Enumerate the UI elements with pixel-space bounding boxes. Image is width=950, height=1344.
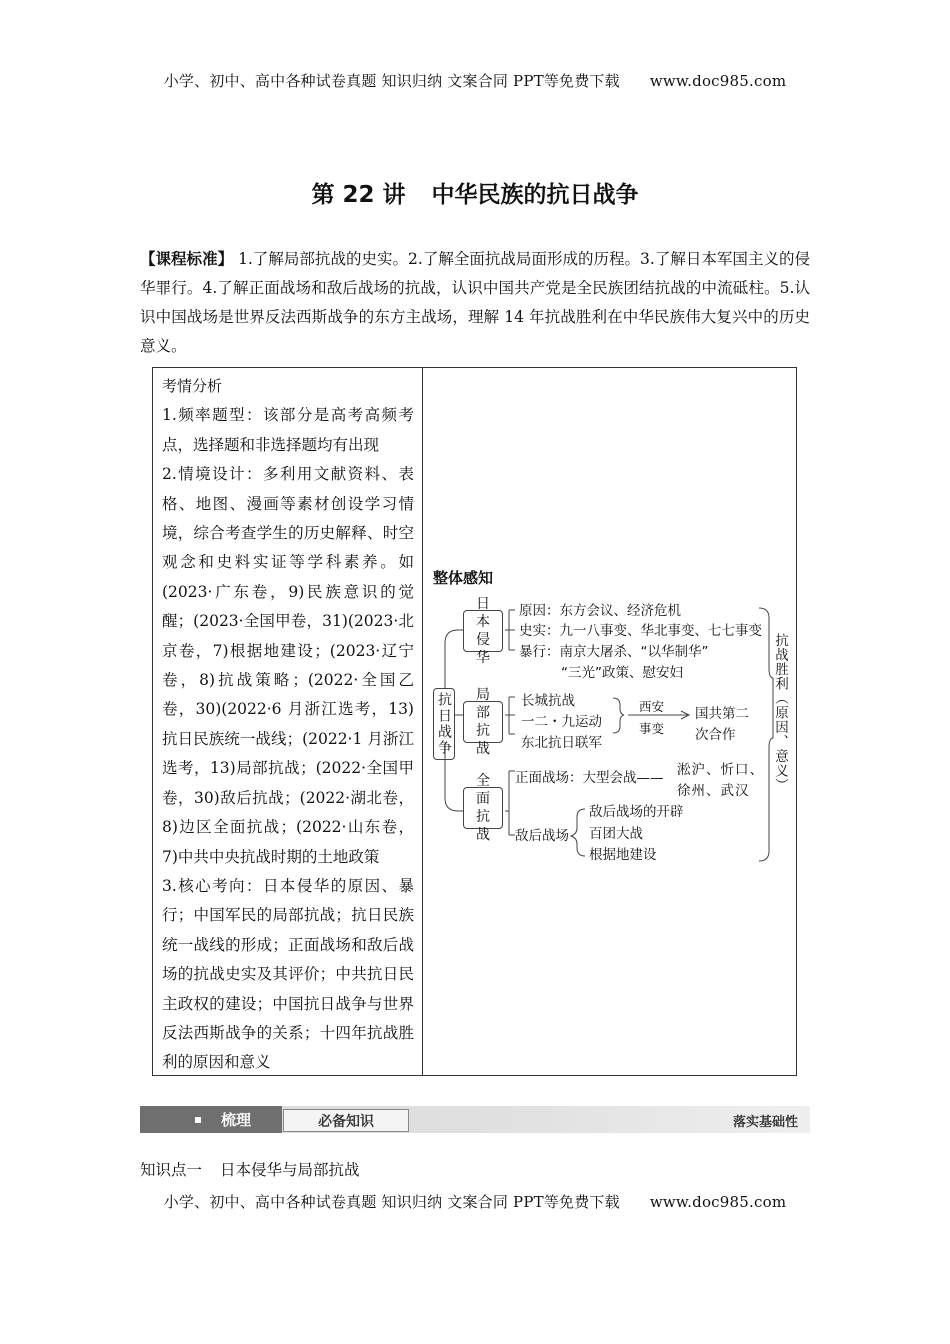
knowledge-point-index: 知识点一 — [140, 1161, 203, 1179]
page-header — [0, 70, 950, 91]
banner-knowledge: 必备知识 — [283, 1109, 409, 1132]
local-result-2: 次合作 — [695, 727, 736, 743]
rear-item: 根据地建设 — [589, 847, 657, 863]
curriculum-standard — [140, 245, 810, 361]
japan-atrocity-2: “三光”政策、慰安妇 — [561, 665, 683, 681]
rear-item: 百团大战 — [589, 826, 643, 842]
arrow-label-top: 西安 — [639, 699, 665, 714]
curriculum-tag: 【课程标准】 — [140, 250, 234, 268]
page-footer — [0, 1191, 950, 1212]
connector-root-japan — [445, 630, 463, 688]
section-banner — [140, 1106, 810, 1133]
curly-local — [613, 698, 624, 733]
analysis-table — [152, 367, 797, 1076]
lecture-topic: 中华民族的抗日战争 — [431, 182, 639, 208]
curriculum-text: 1.了解局部抗战的史实。2.了解全面抗战局面形成的历程。3.了解日本军国主义的侵华罪行。4.了解正面战场和敌后战场的抗战，认识中国共产党是全民族团结抗战的中流砥柱。5.认识中国战场是世界反法西斯战争的东方主战场，理解 14 年抗战胜利在中华民族伟大复兴中的历史意义。 — [140, 250, 810, 355]
knowledge-point-title: 日本侵华与局部抗战 — [220, 1161, 360, 1179]
lecture-number: 第 22 讲 — [311, 182, 406, 208]
local-item: 东北抗日联军 — [521, 735, 602, 751]
footer-text: 小学、初中、高中各种试卷真题 知识归纳 文案合同 PPT等免费下载 — [163, 1193, 620, 1211]
local-item: 一二・九运动 — [521, 714, 602, 730]
rear-battlefield-label: 敌后战场 — [515, 828, 569, 844]
rear-item: 敌后战场的开辟 — [589, 804, 684, 820]
banner-sort — [140, 1106, 282, 1133]
arrow-label-bottom: 事变 — [639, 721, 665, 736]
exam-analysis-cell — [162, 372, 414, 1078]
header-text: 小学、初中、高中各种试卷真题 知识归纳 文案合同 PPT等免费下载 — [163, 72, 620, 90]
analysis-frequency: 1.频率题型：该部分是高考高频考点，选择题和非选择题均有出现 — [162, 406, 414, 454]
analysis-core: 3.核心考向：日本侵华的原因、暴行；中国军民的局部抗战；抗日民族统一战线的形成；正面战场和敌后战场的抗战史实及其评价；中共抗日民主政权的建设；中国抗日战争与世界反法西斯战争的关系；十四年抗战胜利的原因和意义 — [162, 876, 414, 1072]
victory-label: 抗战胜利（原因、意义） — [772, 633, 788, 793]
header-site[interactable]: www.doc985.com — [649, 72, 787, 90]
japan-box: 日本侵华 — [463, 610, 503, 652]
front-battles-2: 徐州、武汉 — [677, 783, 750, 799]
bracket-full — [505, 771, 515, 835]
banner-sort-label: 梳理 — [221, 1111, 252, 1129]
japan-cause: 原因：东方会议、经济危机 — [519, 603, 681, 619]
local-result-1: 国共第二 — [695, 706, 749, 722]
root-box: 抗日战争 — [433, 688, 455, 760]
full-box: 全面抗战 — [463, 787, 503, 829]
page-title — [0, 176, 950, 209]
banner-right-label: 落实基础性 — [732, 1115, 798, 1130]
bracket-japan — [505, 610, 515, 650]
overview-diagram — [423, 368, 798, 1077]
japan-facts: 史实：九一八事变、华北事变、七七事变 — [519, 623, 762, 639]
japan-atrocity-1: 暴行：南京大屠杀、“以华制华” — [519, 644, 709, 660]
analysis-context: 2.情境设计：多利用文献资料、表格、地图、漫画等素材创设学习情境，综合考查学生的历史解释、时空观念和史料实证等学科素养。如(2023·广东卷，9)民族意识的觉醒；(2023·全国甲卷，31)(2023·北京卷，7)根据地建设；(2023·辽宁卷，8)抗战策略；(2022·全国乙卷，30)(2022·6 月浙江选考，13)抗日民族统一战线；(2022·1 月浙江选考，13)局部抗战；(2022·全国甲卷，30)敌后抗战；(2022·湖北卷，8)边区全面抗战；(2022·山东卷，7)中共中央抗战时期的土地政策 — [162, 465, 414, 866]
bracket-local — [505, 697, 515, 734]
square-bullet-icon — [195, 1117, 201, 1123]
curly-rear — [571, 809, 585, 856]
overview-cell — [423, 368, 798, 1075]
local-box: 局部抗战 — [463, 701, 503, 743]
exam-analysis-label: 考情分析 — [162, 377, 223, 395]
knowledge-point-heading — [140, 1158, 360, 1180]
front-battlefield: 正面战场：大型会战—— — [515, 770, 664, 786]
front-battles-1: 淞沪、忻口、 — [677, 762, 764, 778]
overview-label: 整体感知 — [433, 569, 494, 587]
footer-site[interactable]: www.doc985.com — [649, 1193, 787, 1211]
local-item: 长城抗战 — [521, 693, 575, 709]
